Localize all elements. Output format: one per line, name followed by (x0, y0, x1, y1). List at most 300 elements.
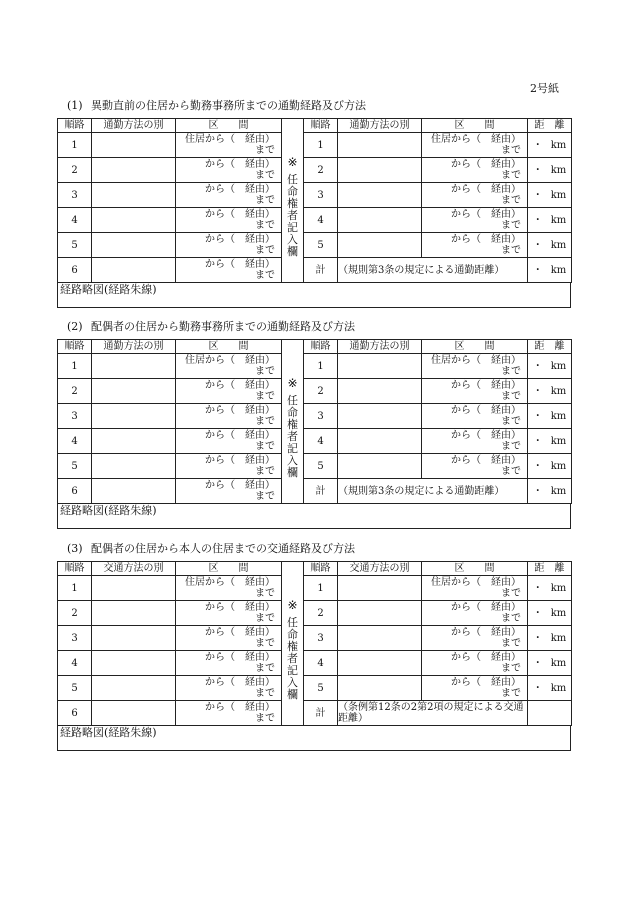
distance-unit: km (550, 385, 567, 397)
section-cell[interactable] (176, 676, 282, 701)
distance-cell[interactable] (528, 379, 572, 404)
distance-cell[interactable] (528, 233, 572, 258)
section-until: まで (501, 416, 521, 427)
section-cell[interactable] (422, 676, 528, 701)
note-char: 入 (287, 233, 298, 247)
form-number: 2号紙 (530, 82, 559, 95)
section-cell[interactable] (422, 651, 528, 676)
distance-cell[interactable] (528, 576, 572, 601)
section-until: まで (501, 170, 521, 181)
note-char: 欄 (287, 688, 298, 702)
section-from: から（ 経由） (205, 627, 275, 638)
section-cell[interactable] (422, 233, 528, 258)
section-cell[interactable] (422, 454, 528, 479)
header-section: 区 間 (176, 562, 282, 576)
row-number: 5 (58, 676, 92, 701)
section-cell[interactable] (176, 183, 282, 208)
section-until: まで (501, 245, 521, 256)
section-cell[interactable] (422, 354, 528, 379)
section-from: から（ 経由） (205, 455, 275, 466)
note-char: 任 (287, 394, 298, 408)
section-until: まで (501, 466, 521, 477)
note-char: 入 (287, 454, 298, 468)
section-cell[interactable] (422, 183, 528, 208)
note-column-header (282, 119, 304, 133)
section-cell[interactable] (422, 601, 528, 626)
distance-dot: ・ (532, 410, 543, 422)
header-row (58, 340, 572, 354)
note-char: 権 (287, 197, 298, 211)
distance-dot: ・ (532, 632, 543, 644)
section-until: まで (255, 366, 275, 377)
note-mark: ※ (287, 376, 298, 391)
method-cell[interactable] (338, 576, 422, 601)
route-map-area[interactable] (57, 283, 571, 308)
section-cell[interactable] (422, 133, 528, 158)
route-table (57, 118, 572, 283)
distance-unit: km (550, 460, 567, 472)
distance-unit: km (550, 657, 567, 669)
section-until: まで (255, 270, 275, 281)
appointer-note-column (282, 133, 304, 283)
distance-dot: ・ (532, 435, 543, 447)
section-3 (57, 541, 571, 751)
method-cell[interactable] (338, 133, 422, 158)
section-until: まで (255, 638, 275, 649)
method-cell[interactable] (92, 676, 176, 701)
distance-unit: km (550, 139, 567, 151)
total-label: 計 (304, 258, 338, 283)
section-until: まで (501, 688, 521, 699)
section-until: まで (255, 491, 275, 502)
distance-unit: km (550, 164, 567, 176)
table-row (58, 183, 572, 208)
section-until: まで (255, 688, 275, 699)
distance-unit: km (550, 189, 567, 201)
section-2 (57, 319, 571, 529)
row-number: 1 (304, 133, 338, 158)
section-title-line (57, 319, 571, 335)
route-map-label: 経路略図(経路朱線) (60, 504, 157, 517)
section-until: まで (255, 145, 275, 156)
method-cell[interactable] (92, 354, 176, 379)
note-char: 欄 (287, 245, 298, 259)
distance-cell[interactable] (528, 183, 572, 208)
row-number: 2 (58, 601, 92, 626)
method-cell[interactable] (338, 454, 422, 479)
section-from: から（ 経由） (451, 380, 521, 391)
method-cell[interactable] (92, 479, 176, 504)
section-cell[interactable] (176, 354, 282, 379)
section-cell[interactable] (422, 404, 528, 429)
distance-unit: km (550, 607, 567, 619)
distance-cell[interactable] (528, 701, 572, 726)
note-char: 命 (287, 406, 298, 420)
section-from: 住居から（ 経由） (185, 134, 275, 145)
section-title: 配偶者の住居から勤務事務所までの通勤経路及び方法 (91, 320, 355, 333)
section-from: から（ 経由） (451, 677, 521, 688)
distance-cell[interactable] (528, 626, 572, 651)
section-from: から（ 経由） (451, 430, 521, 441)
distance-cell[interactable] (528, 651, 572, 676)
distance-unit: km (550, 435, 567, 447)
row-number: 4 (304, 651, 338, 676)
section-from: から（ 経由） (205, 602, 275, 613)
row-number: 2 (58, 379, 92, 404)
distance-cell[interactable] (528, 676, 572, 701)
method-cell[interactable] (92, 701, 176, 726)
section-cell[interactable] (176, 404, 282, 429)
distance-cell[interactable] (528, 429, 572, 454)
header-method: 交通方法の別 (338, 562, 422, 576)
method-cell[interactable] (338, 651, 422, 676)
row-number: 2 (304, 379, 338, 404)
method-cell[interactable] (338, 354, 422, 379)
note-char: 者 (287, 652, 298, 666)
section-from: から（ 経由） (205, 209, 275, 220)
note-mark: ※ (287, 155, 298, 170)
table-row (58, 651, 572, 676)
distance-dot: ・ (532, 485, 543, 497)
row-number: 4 (58, 429, 92, 454)
note-char: 者 (287, 209, 298, 223)
section-from: から（ 経由） (205, 702, 275, 713)
header-section: 区 間 (422, 340, 528, 354)
row-number: 2 (58, 158, 92, 183)
section-cell[interactable] (176, 701, 282, 726)
section-cell[interactable] (176, 158, 282, 183)
section-from: から（ 経由） (205, 405, 275, 416)
header-row (58, 562, 572, 576)
header-section: 区 間 (422, 562, 528, 576)
section-until: まで (255, 441, 275, 452)
distance-unit: km (550, 682, 567, 694)
section-from: から（ 経由） (205, 480, 275, 491)
distance-cell[interactable] (528, 158, 572, 183)
distance-dot: ・ (532, 385, 543, 397)
row-number: 4 (304, 429, 338, 454)
method-cell[interactable] (338, 379, 422, 404)
section-cell[interactable] (422, 379, 528, 404)
row-number: 3 (58, 404, 92, 429)
table-row (58, 379, 572, 404)
section-cell[interactable] (176, 576, 282, 601)
row-number: 5 (58, 454, 92, 479)
method-cell[interactable] (92, 233, 176, 258)
header-method: 交通方法の別 (92, 562, 176, 576)
section-from: から（ 経由） (205, 159, 275, 170)
section-until: まで (255, 713, 275, 724)
distance-cell[interactable] (528, 258, 572, 283)
note-char: 者 (287, 430, 298, 444)
section-cell[interactable] (176, 429, 282, 454)
method-cell[interactable] (92, 429, 176, 454)
section-number: (2) (67, 320, 83, 333)
header-order: 順路 (58, 119, 92, 133)
header-section: 区 間 (176, 340, 282, 354)
note-char: 任 (287, 616, 298, 630)
header-order: 順路 (58, 340, 92, 354)
distance-cell[interactable] (528, 404, 572, 429)
section-until: まで (255, 220, 275, 231)
row-number: 4 (58, 208, 92, 233)
header-method: 通勤方法の別 (92, 340, 176, 354)
distance-unit: km (550, 410, 567, 422)
header-order: 順路 (304, 119, 338, 133)
section-until: まで (255, 663, 275, 674)
section-title: 配偶者の住居から本人の住居までの交通経路及び方法 (91, 542, 355, 555)
method-cell[interactable] (338, 601, 422, 626)
route-map-area[interactable] (57, 504, 571, 529)
section-from: から（ 経由） (205, 652, 275, 663)
table-row (58, 601, 572, 626)
method-cell[interactable] (338, 233, 422, 258)
section-from: 住居から（ 経由） (431, 577, 521, 588)
section-from: から（ 経由） (205, 259, 275, 270)
distance-cell[interactable] (528, 354, 572, 379)
method-cell[interactable] (92, 404, 176, 429)
row-number: 4 (304, 208, 338, 233)
method-cell[interactable] (92, 258, 176, 283)
section-cell[interactable] (176, 651, 282, 676)
table-row (58, 429, 572, 454)
section-cell[interactable] (176, 454, 282, 479)
total-text: （条例第12条の2第2項の規定による交通距離） (338, 701, 528, 726)
route-table (57, 561, 572, 726)
method-cell[interactable] (338, 404, 422, 429)
method-cell[interactable] (92, 626, 176, 651)
table-row (58, 701, 572, 726)
row-number: 5 (58, 233, 92, 258)
distance-dot: ・ (532, 657, 543, 669)
row-number: 6 (58, 701, 92, 726)
note-char: 権 (287, 418, 298, 432)
note-char: 記 (287, 221, 298, 235)
method-cell[interactable] (92, 379, 176, 404)
header-row (58, 119, 572, 133)
method-cell[interactable] (338, 626, 422, 651)
note-char: 入 (287, 676, 298, 690)
section-until: まで (255, 416, 275, 427)
row-number: 5 (304, 454, 338, 479)
section-until: まで (501, 613, 521, 624)
section-cell[interactable] (176, 208, 282, 233)
section-until: まで (255, 466, 275, 477)
table-row (58, 576, 572, 601)
total-label: 計 (304, 701, 338, 726)
row-number: 3 (58, 626, 92, 651)
distance-dot: ・ (532, 189, 543, 201)
row-number: 2 (304, 601, 338, 626)
row-number: 2 (304, 158, 338, 183)
row-number: 3 (304, 626, 338, 651)
appointer-note-column (282, 354, 304, 504)
row-number: 1 (304, 576, 338, 601)
section-number: (3) (67, 542, 83, 555)
section-number: (1) (67, 99, 83, 112)
section-from: 住居から（ 経由） (185, 577, 275, 588)
distance-cell[interactable] (528, 208, 572, 233)
section-until: まで (255, 195, 275, 206)
section-from: から（ 経由） (451, 652, 521, 663)
row-number: 6 (58, 479, 92, 504)
section-cell[interactable] (176, 233, 282, 258)
appointer-note-column (282, 576, 304, 726)
section-cell[interactable] (176, 258, 282, 283)
section-title-line (57, 541, 571, 557)
section-until: まで (501, 366, 521, 377)
row-number: 5 (304, 676, 338, 701)
note-char: 記 (287, 664, 298, 678)
note-column-header (282, 562, 304, 576)
distance-unit: km (550, 239, 567, 251)
distance-unit: km (550, 485, 567, 497)
section-from: 住居から（ 経由） (431, 355, 521, 366)
section-cell[interactable] (422, 576, 528, 601)
section-until: まで (501, 663, 521, 674)
row-number: 1 (58, 576, 92, 601)
note-char: 命 (287, 628, 298, 642)
table-row (58, 676, 572, 701)
distance-unit: km (550, 214, 567, 226)
section-until: まで (501, 391, 521, 402)
note-char: 任 (287, 173, 298, 187)
distance-dot: ・ (532, 164, 543, 176)
distance-dot: ・ (532, 460, 543, 472)
section-from: から（ 経由） (451, 184, 521, 195)
section-cell[interactable] (176, 479, 282, 504)
section-from: 住居から（ 経由） (431, 134, 521, 145)
table-row (58, 133, 572, 158)
header-distance: 距 離 (528, 119, 572, 133)
section-until: まで (501, 195, 521, 206)
total-label: 計 (304, 479, 338, 504)
note-char: 記 (287, 442, 298, 456)
route-map-area[interactable] (57, 726, 571, 751)
section-cell[interactable] (422, 626, 528, 651)
distance-dot: ・ (532, 239, 543, 251)
distance-dot: ・ (532, 360, 543, 372)
method-cell[interactable] (92, 601, 176, 626)
distance-cell[interactable] (528, 601, 572, 626)
section-title-line (57, 98, 571, 114)
note-mark: ※ (287, 598, 298, 613)
table-row (58, 404, 572, 429)
header-order: 順路 (304, 340, 338, 354)
note-char: 命 (287, 185, 298, 199)
section-from: から（ 経由） (451, 209, 521, 220)
table-row (58, 354, 572, 379)
method-cell[interactable] (338, 183, 422, 208)
section-until: まで (255, 613, 275, 624)
section-from: 住居から（ 経由） (185, 355, 275, 366)
header-section: 区 間 (422, 119, 528, 133)
distance-dot: ・ (532, 264, 543, 276)
section-1 (57, 98, 571, 308)
method-cell[interactable] (92, 651, 176, 676)
header-method: 通勤方法の別 (92, 119, 176, 133)
section-until: まで (255, 170, 275, 181)
section-from: から（ 経由） (451, 159, 521, 170)
table-row (58, 258, 572, 283)
section-cell[interactable] (176, 601, 282, 626)
total-text: （規則第3条の規定による通勤距離） (338, 258, 528, 283)
route-map-label: 経路略図(経路朱線) (60, 283, 157, 296)
header-method: 通勤方法の別 (338, 119, 422, 133)
section-until: まで (501, 220, 521, 231)
note-char: 欄 (287, 466, 298, 480)
row-number: 1 (58, 354, 92, 379)
row-number: 1 (58, 133, 92, 158)
table-row (58, 158, 572, 183)
method-cell[interactable] (92, 208, 176, 233)
header-order: 順路 (58, 562, 92, 576)
distance-dot: ・ (532, 682, 543, 694)
section-from: から（ 経由） (451, 627, 521, 638)
section-cell[interactable] (422, 158, 528, 183)
section-cell[interactable] (176, 133, 282, 158)
distance-dot: ・ (532, 582, 543, 594)
method-cell[interactable] (92, 183, 176, 208)
note-char: 権 (287, 640, 298, 654)
method-cell[interactable] (338, 158, 422, 183)
section-cell[interactable] (422, 208, 528, 233)
header-distance: 距 離 (528, 562, 572, 576)
method-cell[interactable] (338, 676, 422, 701)
method-cell[interactable] (92, 133, 176, 158)
section-from: から（ 経由） (451, 405, 521, 416)
section-from: から（ 経由） (451, 455, 521, 466)
table-row (58, 479, 572, 504)
section-until: まで (255, 391, 275, 402)
section-until: まで (501, 145, 521, 156)
header-distance: 距 離 (528, 340, 572, 354)
route-table (57, 339, 572, 504)
method-cell[interactable] (92, 454, 176, 479)
section-until: まで (501, 638, 521, 649)
method-cell[interactable] (92, 576, 176, 601)
section-from: から（ 経由） (451, 234, 521, 245)
distance-dot: ・ (532, 214, 543, 226)
method-cell[interactable] (92, 158, 176, 183)
header-section: 区 間 (176, 119, 282, 133)
row-number: 5 (304, 233, 338, 258)
row-number: 3 (58, 183, 92, 208)
distance-cell[interactable] (528, 133, 572, 158)
header-method: 通勤方法の別 (338, 340, 422, 354)
section-from: から（ 経由） (451, 602, 521, 613)
section-until: まで (255, 245, 275, 256)
route-map-label: 経路略図(経路朱線) (60, 726, 157, 739)
distance-dot: ・ (532, 607, 543, 619)
section-from: から（ 経由） (205, 430, 275, 441)
distance-cell[interactable] (528, 479, 572, 504)
distance-cell[interactable] (528, 454, 572, 479)
note-column-header (282, 340, 304, 354)
row-number: 6 (58, 258, 92, 283)
method-cell[interactable] (338, 429, 422, 454)
row-number: 3 (304, 404, 338, 429)
section-from: から（ 経由） (205, 677, 275, 688)
section-from: から（ 経由） (205, 380, 275, 391)
method-cell[interactable] (338, 208, 422, 233)
section-cell[interactable] (176, 626, 282, 651)
section-title: 異動直前の住居から勤務事務所までの通勤経路及び方法 (91, 99, 366, 112)
distance-dot: ・ (532, 139, 543, 151)
total-text: （規則第3条の規定による通勤距離） (338, 479, 528, 504)
section-cell[interactable] (422, 429, 528, 454)
section-cell[interactable] (176, 379, 282, 404)
